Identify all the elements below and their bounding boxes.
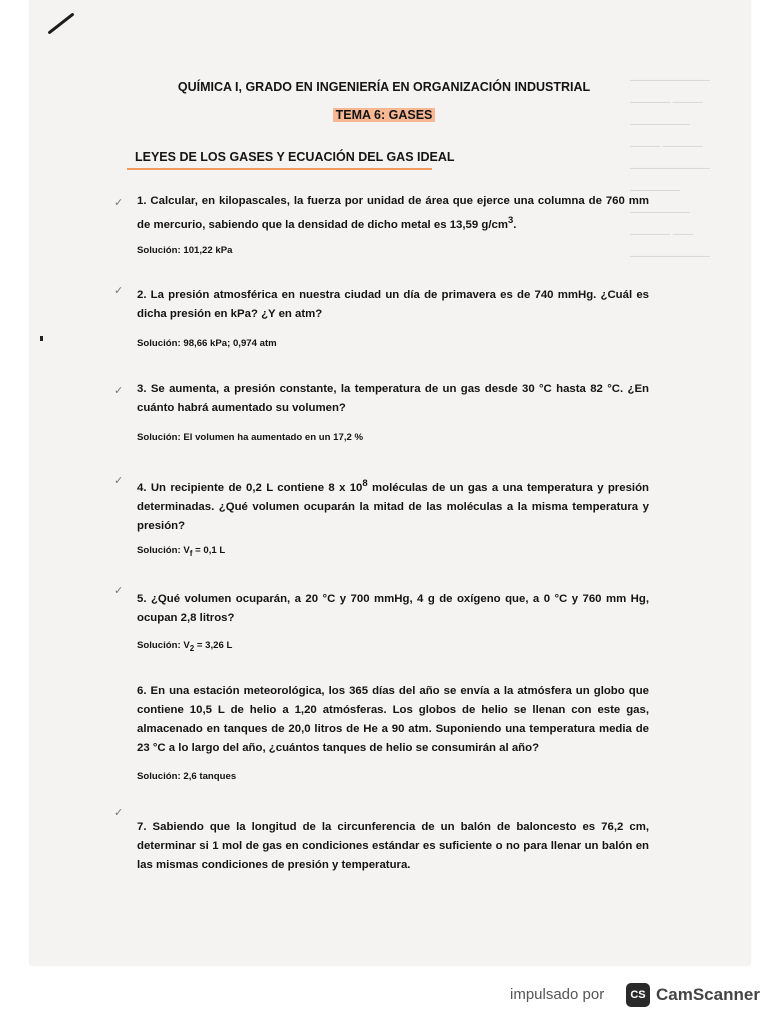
check-mark-icon: ✓ — [114, 197, 124, 209]
watermark-prefix: impulsado por — [510, 986, 605, 1003]
camscanner-logo-icon: CS — [626, 983, 650, 1007]
problem-2: 2. La presión atmosférica en nuestra ciudad un día de primavera es de 740 mmHg. ¿Cuál es dicha presión en kPa? ¿Y en atm? — [137, 289, 649, 320]
check-mark-icon: ✓ — [114, 385, 124, 397]
problem-5: 5. ¿Qué volumen ocuparán, a 20 °C y 700 mmHg, 4 g de oxígeno que, a 0 °C y 760 mm Hg, ocupan 2,8 litros? — [137, 593, 649, 624]
solution-4: Solución: $V_f = 0,1$ L — [137, 545, 226, 558]
section-underline — [127, 168, 432, 170]
solution-5: Solución: $V_2 = 3,26$ L — [137, 640, 233, 653]
bleed-through-text: ———————— ———— ——— —————— ——— ———— ———————— ————— —————— ———— —— ———————— — [630, 75, 710, 262]
problem-6: 6. En una estación meteorológica, los 365 días del año se envía a la atmósfera un globo que contiene 10,5 L de helio a 1,20 atmósferas. Los globos de helio se llenan con este gas, almacenado en tanques de 20,0 litros de He a 90 atm. Suponiendo una temperatura media de 23 °C a lo largo del año, ¿cuántos tanques de helio se consumirán al año? — [137, 685, 649, 754]
problem-3: 3. Se aumenta, a presión constante, la temperatura de un gas desde 30 °C hasta 82 °C. ¿En cuánto habrá aumentado su volumen? — [137, 383, 649, 414]
problem-1: 1. Calcular, en kilopascales, la fuerza por unidad de área que ejerce una columna de 760 mm de mercurio, sabiendo que la densidad de dicho metal es 13,59 $g/cm^3$. — [137, 195, 649, 231]
check-mark-icon: ✓ — [114, 285, 124, 297]
check-mark-icon: ✓ — [114, 585, 124, 597]
topic-highlight: TEMA 6: GASES — [333, 108, 436, 122]
problem-7: 7. Sabiendo que la longitud de la circunferencia de un balón de baloncesto es 76,2 cm, determinar si 1 mol de gas en condiciones estándar es suficiente o no para llenar un balón en las mismas condiciones de presión y temperatura. — [137, 821, 649, 871]
watermark-brand: CamScanner — [656, 985, 760, 1004]
topic-title — [0, 108, 768, 122]
ink-dot — [40, 336, 43, 341]
solution-3: Solución: El volumen ha aumentado en un 17,2 % — [137, 432, 364, 443]
check-mark-icon: ✓ — [114, 807, 124, 819]
check-mark-icon: ✓ — [114, 475, 124, 487]
problem-4: 4. Un recipiente de 0,2 L contiene 8 x $10^8$ moléculas de un gas a una temperatura y presión determinadas. ¿Qué volumen ocuparán la mitad de las moléculas a la misma temperatura y presión? — [137, 478, 649, 532]
solution-6: Solución: 2,6 tanques — [137, 771, 237, 782]
section-heading-text: LEYES DE LOS GASES Y ECUACIÓN DEL GAS IDEAL — [135, 150, 455, 164]
solution-2: Solución: 98,66 kPa; 0,974 atm — [137, 338, 277, 349]
section-heading — [135, 150, 455, 164]
course-title: QUÍMICA I, GRADO EN INGENIERÍA EN ORGANIZACIÓN INDUSTRIAL — [177, 80, 591, 94]
solution-1: Solución: 101,22 kPa — [137, 245, 233, 256]
